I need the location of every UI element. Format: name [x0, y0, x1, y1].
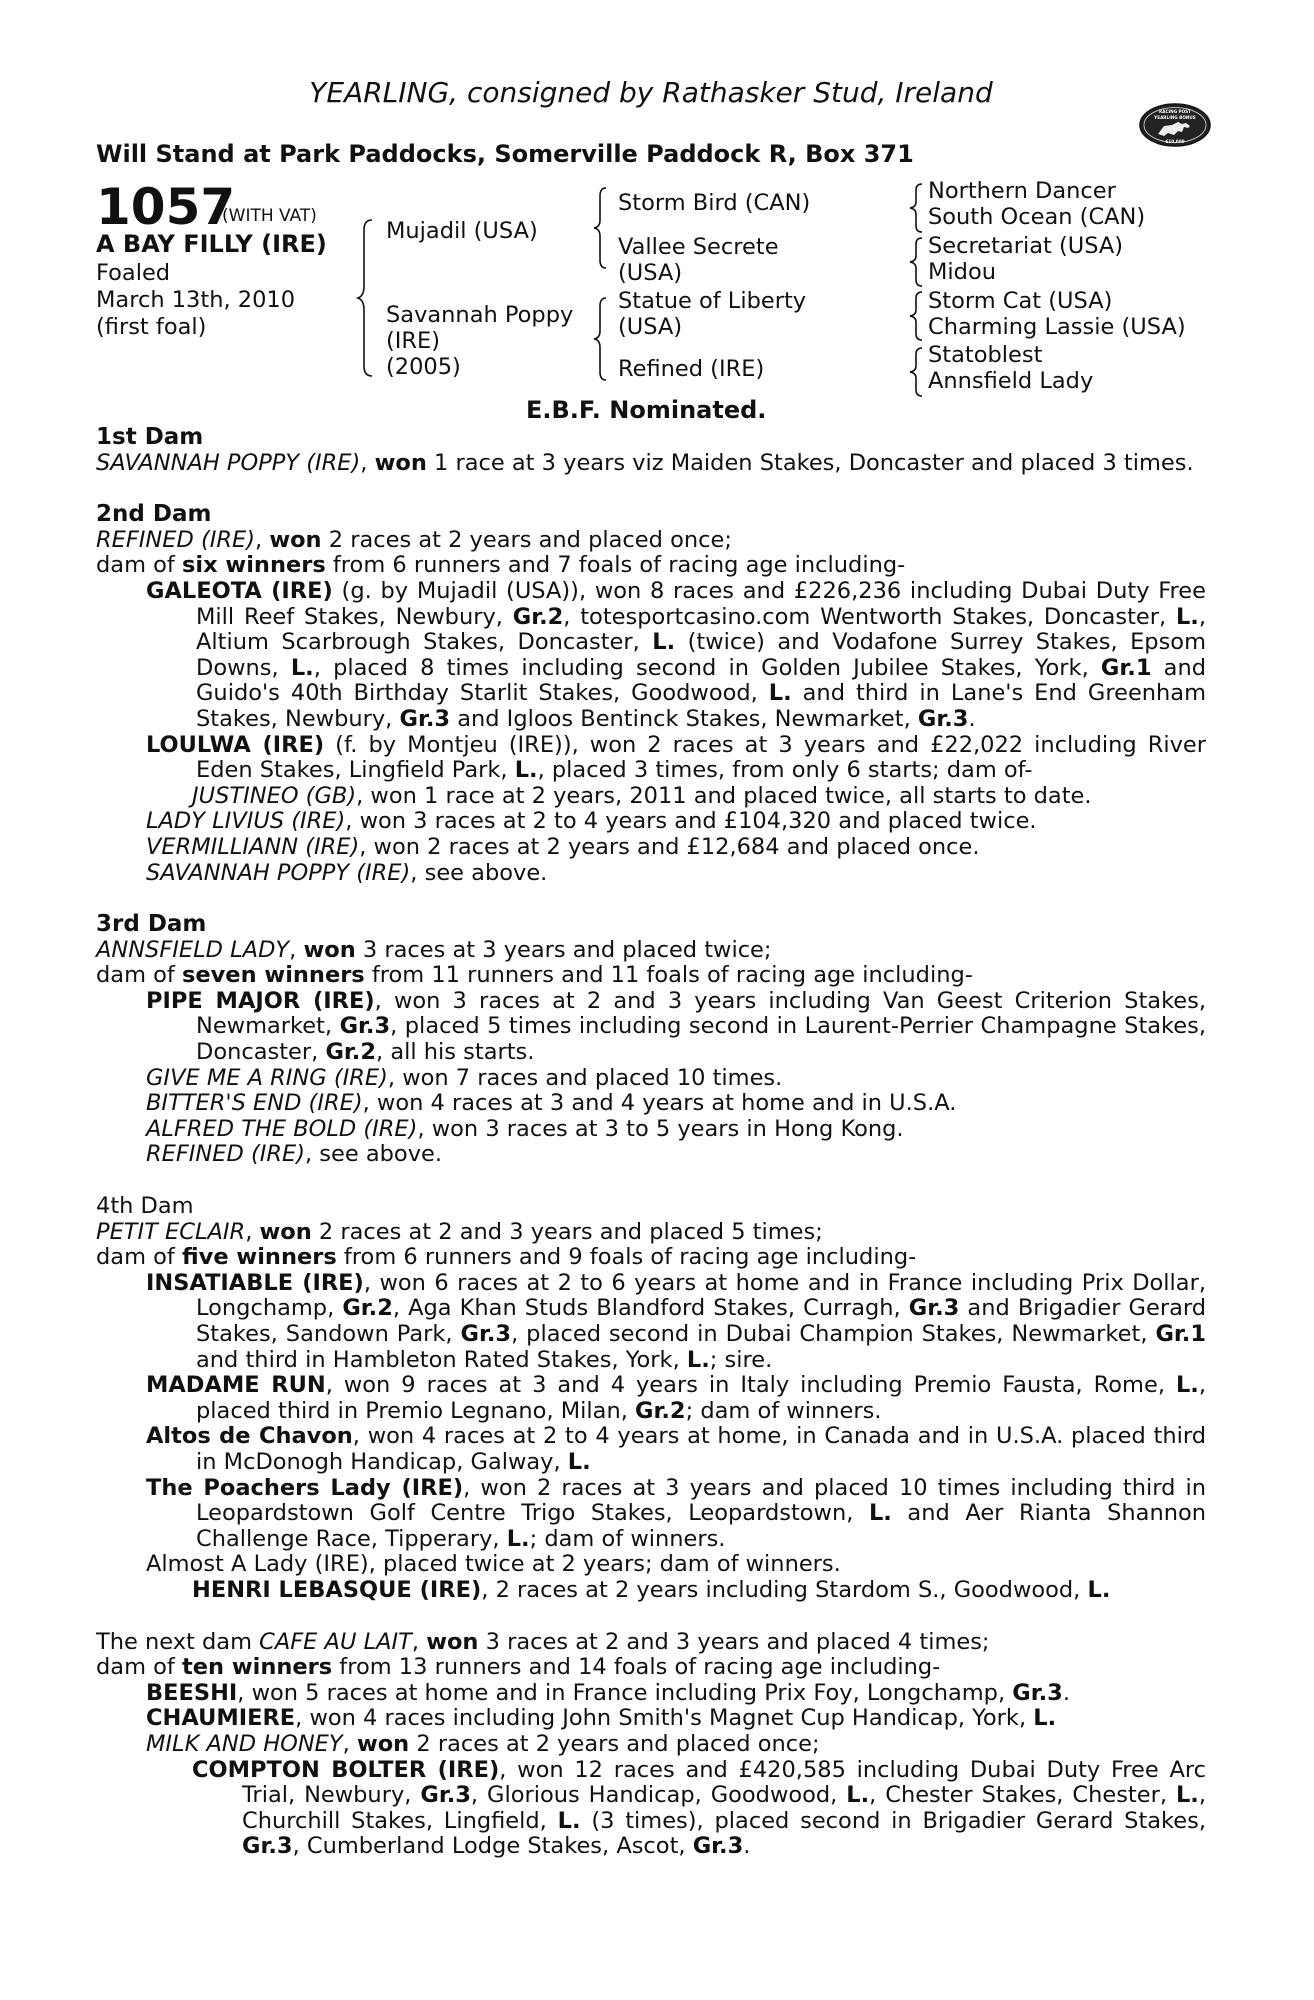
text: and third in Hambleton Rated Stakes, York,	[196, 1346, 687, 1373]
text: , Churchill Stakes, Lingfield,	[242, 1782, 1206, 1834]
text: ; dam of winners.	[529, 1525, 726, 1552]
text: , won 9 races at 3 and 4 years in Italy including Premio Fausta, Rome,	[325, 1372, 1176, 1399]
give-me-a-ring-entry	[96, 1066, 1206, 1092]
winners-count: seven winners	[181, 962, 365, 989]
yearling-bonus-badge	[1138, 102, 1212, 148]
text: , see above.	[410, 859, 548, 886]
horse-name: REFINED (IRE)	[146, 1141, 305, 1168]
badge-line1: RACING POST	[1159, 109, 1191, 114]
text: , placed third in Premio Legnano, Milan,	[196, 1372, 1206, 1424]
madame-run-entry	[96, 1373, 1206, 1424]
text: , Cumberland Lodge Stakes, Ascot,	[292, 1833, 693, 1860]
milk-and-honey-entry: MILK AND HONEY, won 2 races at 2 years and placed once;	[146, 1730, 820, 1757]
text: and third in Lane's End Greenham Stakes, Newbury,	[196, 680, 1207, 732]
won-text: won	[426, 1628, 479, 1655]
stand-location: Will Stand at Park Paddocks, Somerville Paddock R, Box 371	[96, 140, 914, 168]
text: , won 12 races and £420,585 including Dubai Duty Free Arc Trial, Newbury,	[242, 1756, 1207, 1809]
text: 2 races at 2 years and placed once;	[409, 1730, 820, 1757]
grade: L.	[652, 629, 676, 656]
horse-name: PIPE MAJOR (IRE)	[146, 987, 375, 1014]
text: ,	[411, 1628, 427, 1655]
ebf-nominated: E.B.F. Nominated.	[526, 396, 767, 424]
text: (twice) and Vodafone Surrey Stakes, Epsom Downs,	[196, 629, 1206, 681]
text: The next dam	[96, 1628, 260, 1655]
text: , Aga Khan Studs Blandford Stakes, Curragh,	[392, 1295, 909, 1322]
pedigree-sire-dam-line2: (USA)	[618, 260, 683, 286]
won-text: won	[374, 449, 427, 476]
text: , see above.	[305, 1141, 443, 1168]
horse-name: COMPTON BOLTER (IRE)	[192, 1756, 500, 1783]
foaled-label: Foaled	[96, 260, 171, 286]
grade: L.	[1175, 603, 1199, 630]
text: , Glorious Handicap, Goodwood,	[470, 1782, 847, 1809]
won-text: won	[269, 526, 322, 553]
text: dam of	[96, 552, 182, 579]
grade: L.	[686, 1346, 710, 1373]
pedigree-dam-sire-line2: (USA)	[618, 314, 683, 340]
text: , won 7 races and placed 10 times.	[387, 1064, 783, 1091]
grade: L.	[868, 1500, 892, 1527]
text: , won 5 races at home and in France including Prix Foy, Longchamp,	[237, 1679, 1013, 1706]
grade: Gr.2	[635, 1397, 686, 1424]
text: 2 races at 2 and 3 years and placed 5 times;	[311, 1218, 823, 1245]
pedigree-bracket-sire	[592, 186, 610, 270]
pedigree-ssd: South Ocean (CAN)	[928, 204, 1146, 230]
text: , placed second in Dubai Champion Stakes, Newmarket,	[511, 1321, 1156, 1347]
galeota-entry	[96, 579, 1206, 733]
grade: Gr.2	[325, 1039, 377, 1066]
altos-de-chavon-entry	[96, 1424, 1206, 1475]
grade: Gr.1	[1155, 1321, 1206, 1347]
text: dam of	[96, 1654, 182, 1681]
pedigree-bracket-dam	[592, 296, 610, 382]
grade: Gr.3	[399, 705, 451, 732]
next-dam-produce-summary	[96, 1655, 1206, 1681]
pedigree-dam-line1: Savannah Poppy	[386, 302, 574, 328]
pedigree-dam-line3: (2005)	[386, 354, 461, 380]
dam2-text: 2 races at 2 years and placed once;	[321, 526, 732, 553]
grade: Gr.3	[242, 1833, 293, 1860]
text: , won 3 races at 2 and 3 years including Van Geest Criterion Stakes, Newmarket,	[196, 987, 1207, 1040]
won-text: won	[259, 1218, 312, 1245]
horse-name: GALEOTA (IRE)	[146, 577, 333, 604]
pedigree-dam-line2: (IRE)	[386, 328, 441, 354]
dam1-heading: 1st Dam	[96, 424, 204, 450]
grade: Gr.3	[420, 1782, 471, 1809]
grade: Gr.3	[460, 1321, 512, 1347]
text: , won 3 races at 3 to 5 years in Hong Kong.	[417, 1115, 904, 1142]
next-dam-name: CAFE AU LAIT	[259, 1628, 412, 1655]
text: (3 times), placed second in Brigadier Gerard Stakes,	[580, 1807, 1206, 1834]
won-text: won	[303, 936, 356, 963]
grade: Gr.3	[339, 1013, 391, 1040]
pedigree-dam-sire-line1: Statue of Liberty	[618, 288, 807, 314]
badge-line3: £10,000	[1165, 139, 1185, 144]
text: (g. by Mujadil (USA)), won 8 races and £226,236 including Dubai Duty Free Mill Reef Stakes, Newbury,	[196, 577, 1206, 630]
horse-name: CHAUMIERE	[146, 1705, 296, 1732]
horse-name: HENRI LEBASQUE (IRE)	[192, 1576, 482, 1603]
text: and Igloos Bentinck Stakes, Newmarket,	[450, 705, 918, 732]
dam3-name: ANNSFIELD LADY	[96, 936, 290, 963]
text: , Altium Scarbrough Stakes, Doncaster,	[196, 603, 1206, 656]
grade: Gr.2	[342, 1295, 393, 1322]
dam4-name: PETIT ECLAIR	[96, 1218, 246, 1245]
text: ; dam of winners.	[685, 1397, 882, 1424]
text: dam of	[96, 962, 182, 989]
pedigree-bracket-ss	[908, 182, 924, 234]
pedigree-sire-sire: Storm Bird (CAN)	[618, 190, 811, 216]
text: , won 4 races including John Smith's Magnet Cup Handicap, York,	[295, 1705, 1034, 1732]
grade: Gr.3	[908, 1295, 960, 1322]
pedigree-bracket-sd	[908, 236, 924, 288]
grade: L.	[567, 1448, 591, 1475]
pedigree-bracket-main	[358, 218, 378, 378]
horse-name: JUSTINEO (GB)	[192, 782, 357, 809]
text: from 13 runners and 14 foals of racing age including-	[332, 1654, 941, 1681]
text: , placed 3 times, from only 6 starts; dam of-	[537, 757, 1033, 784]
first-foal-note: (first foal)	[96, 314, 207, 340]
text: from 6 runners and 7 foals of racing age including-	[325, 552, 906, 579]
dam3-produce-summary	[96, 963, 1206, 989]
dam3-record: ANNSFIELD LADY, won 3 races at 3 years and placed twice;	[96, 936, 772, 963]
text: , won 2 races at 3 years and placed 10 times including third in Leopardstown Golf Centre Trigo Stakes, Leopardstown,	[196, 1474, 1206, 1527]
grade: L.	[1175, 1372, 1199, 1399]
dam2-name: REFINED (IRE)	[96, 526, 255, 553]
grade: L.	[290, 654, 314, 681]
dam3-heading: 3rd Dam	[96, 911, 207, 938]
dam1-text: 1 race at 3 years viz Maiden Stakes, Doncaster and placed 3 times.	[426, 449, 1194, 476]
grade: L.	[846, 1782, 870, 1809]
pedigree-sss: Northern Dancer	[928, 178, 1116, 204]
text: , won 3 races at 2 to 4 years and £104,320 and placed twice.	[345, 808, 1037, 835]
horse-name: ALFRED THE BOLD (IRE)	[146, 1115, 418, 1142]
lot-number: 1057	[96, 178, 236, 236]
grade: L.	[514, 757, 538, 784]
pedigree-sds: Secretariat (USA)	[928, 233, 1124, 259]
grade: Gr.3	[917, 705, 969, 732]
pedigree-dds: Statoblest	[928, 342, 1043, 368]
dam4-record: PETIT ECLAIR, won 2 races at 2 and 3 years and placed 5 times;	[96, 1218, 823, 1245]
winners-count: six winners	[181, 552, 326, 579]
text: , won 1 race at 2 years, 2011 and placed twice, all starts to date.	[356, 782, 1092, 809]
text: , placed 8 times including second in Golden Jubilee Stakes, York,	[313, 654, 1101, 681]
text: dam of	[96, 1244, 182, 1271]
dam1-name: SAVANNAH POPPY (IRE)	[96, 449, 361, 476]
vat-note: (WITH VAT)	[222, 206, 317, 226]
text: .	[743, 1833, 751, 1860]
lady-livius-entry	[96, 809, 1206, 835]
text: , Chester Stakes, Chester,	[869, 1782, 1176, 1809]
text: .	[968, 705, 976, 732]
pedigree-sire-dam-line1: Vallee Secrete	[618, 234, 779, 260]
badge-line2: YEARLING BONUS	[1154, 115, 1196, 120]
pedigree-sdd: Midou	[928, 259, 996, 285]
compton-bolter-entry	[96, 1758, 1206, 1860]
text: , placed 5 times including second in Laurent-Perrier Champagne Stakes, Doncaster,	[196, 1013, 1206, 1066]
text: , won 6 races at 2 to 6 years at home and in France including Prix Dollar, Longchamp,	[196, 1269, 1207, 1322]
refined-entry	[96, 1142, 1206, 1168]
horse-name: The Poachers Lady (IRE)	[146, 1474, 464, 1501]
horse-name: VERMILLIANN (IRE)	[146, 833, 360, 860]
insatiable-entry	[96, 1271, 1206, 1373]
dam4-produce-summary	[96, 1245, 1206, 1271]
text: , won 4 races at 3 and 4 years at home and in U.S.A.	[362, 1090, 957, 1117]
winners-count: ten winners	[181, 1654, 333, 1681]
next-dam-record	[96, 1630, 1206, 1656]
won-text: won	[356, 1730, 410, 1757]
horse-name: INSATIABLE (IRE)	[146, 1269, 364, 1296]
winners-count: five winners	[181, 1244, 337, 1271]
dam2-produce-summary	[96, 553, 1206, 579]
text: , all his starts.	[376, 1039, 535, 1066]
text: and Guido's 40th Birthday Starlit Stakes, Goodwood,	[196, 654, 1207, 707]
horse-name: Altos de Chavon	[146, 1423, 353, 1450]
grade: Gr.2	[512, 603, 564, 630]
text: 3 races at 3 years and placed twice;	[355, 936, 772, 963]
horse-name: MADAME RUN	[146, 1372, 326, 1399]
pedigree-sire: Mujadil (USA)	[386, 218, 538, 244]
dam2-heading: 2nd Dam	[96, 501, 212, 528]
text: (f. by Montjeu (IRE)), won 2 races at 3 years and £22,022 including River Eden Stakes, Lingfield Park,	[196, 731, 1206, 784]
page-heading: YEARLING, consigned by Rathasker Stud, Ireland	[309, 76, 993, 109]
catalogue-body	[96, 425, 1206, 1860]
grade: Gr.3	[1012, 1679, 1063, 1706]
loulwa-entry	[96, 733, 1206, 784]
horse-name: BEESHI	[146, 1679, 238, 1706]
horse-name: BITTER'S END (IRE)	[146, 1090, 363, 1117]
text: 3 races at 2 and 3 years and placed 4 times;	[478, 1628, 990, 1655]
pedigree-dam-dam: Refined (IRE)	[618, 356, 765, 382]
grade: Gr.3	[692, 1833, 744, 1860]
dam2-record: REFINED (IRE), won 2 races at 2 years and placed once;	[96, 526, 732, 553]
pedigree-bracket-ds	[908, 290, 924, 342]
text: , won 2 races at 2 years and £12,684 and placed once.	[359, 833, 980, 860]
horse-name: LADY LIVIUS (IRE)	[146, 808, 346, 835]
horse-name: LOULWA (IRE)	[146, 731, 325, 758]
savannah-poppy-entry	[96, 861, 1206, 887]
henri-lebasque-entry	[96, 1578, 1206, 1604]
horse-name: SAVANNAH POPPY (IRE)	[146, 859, 411, 886]
text: and Aer Rianta Shannon Challenge Race, Tipperary,	[196, 1500, 1206, 1552]
grade: Gr.1	[1100, 654, 1152, 681]
grade: L.	[1033, 1705, 1057, 1732]
pedigree-bracket-dd	[908, 346, 924, 398]
horse-name: GIVE ME A RING (IRE)	[146, 1064, 388, 1091]
almost-a-lady-entry: Almost A Lady (IRE), placed twice at 2 years; dam of winners.	[146, 1551, 841, 1578]
text: , won 4 races at 2 to 4 years at home, in Canada and in U.S.A. placed third in McDonogh Handicap, Galway,	[196, 1423, 1206, 1475]
vermilliann-entry	[96, 835, 1206, 861]
pedigree-dsd: Charming Lassie (USA)	[928, 314, 1186, 340]
lot-title: A BAY FILLY (IRE)	[96, 230, 327, 258]
grade: L.	[1087, 1576, 1111, 1603]
dam1-record: SAVANNAH POPPY (IRE), won 1 race at 3 years viz Maiden Stakes, Doncaster and placed 3 times.	[96, 449, 1194, 476]
bitters-end-entry	[96, 1091, 1206, 1117]
grade: L.	[506, 1525, 530, 1552]
text: ; sire.	[709, 1346, 773, 1373]
justineo-entry	[96, 784, 1206, 810]
text: and Brigadier Gerard Stakes, Sandown Park,	[196, 1295, 1207, 1347]
beeshi-entry	[96, 1681, 1206, 1707]
text: , totesportcasino.com Wentworth Stakes, Doncaster,	[563, 603, 1176, 630]
poachers-lady-entry	[96, 1476, 1206, 1553]
text: from 6 runners and 9 foals of racing age including-	[336, 1244, 917, 1271]
alfred-the-bold-entry	[96, 1117, 1206, 1143]
pipe-major-entry	[96, 989, 1206, 1066]
chaumiere-entry	[96, 1706, 1206, 1732]
text: .	[1062, 1679, 1070, 1706]
text: from 11 runners and 11 foals of racing age including-	[364, 962, 973, 989]
foaled-date: March 13th, 2010	[96, 287, 296, 313]
pedigree-ddd: Annsfield Lady	[928, 368, 1094, 394]
grade: L.	[768, 680, 792, 707]
pedigree-dss: Storm Cat (USA)	[928, 288, 1113, 314]
grade: L.	[1175, 1782, 1199, 1809]
text: , 2 races at 2 years including Stardom S., Goodwood,	[481, 1576, 1088, 1603]
grade: L.	[557, 1807, 581, 1834]
horse-name: MILK AND HONEY	[146, 1730, 343, 1757]
dam4-heading: 4th Dam	[96, 1193, 194, 1220]
